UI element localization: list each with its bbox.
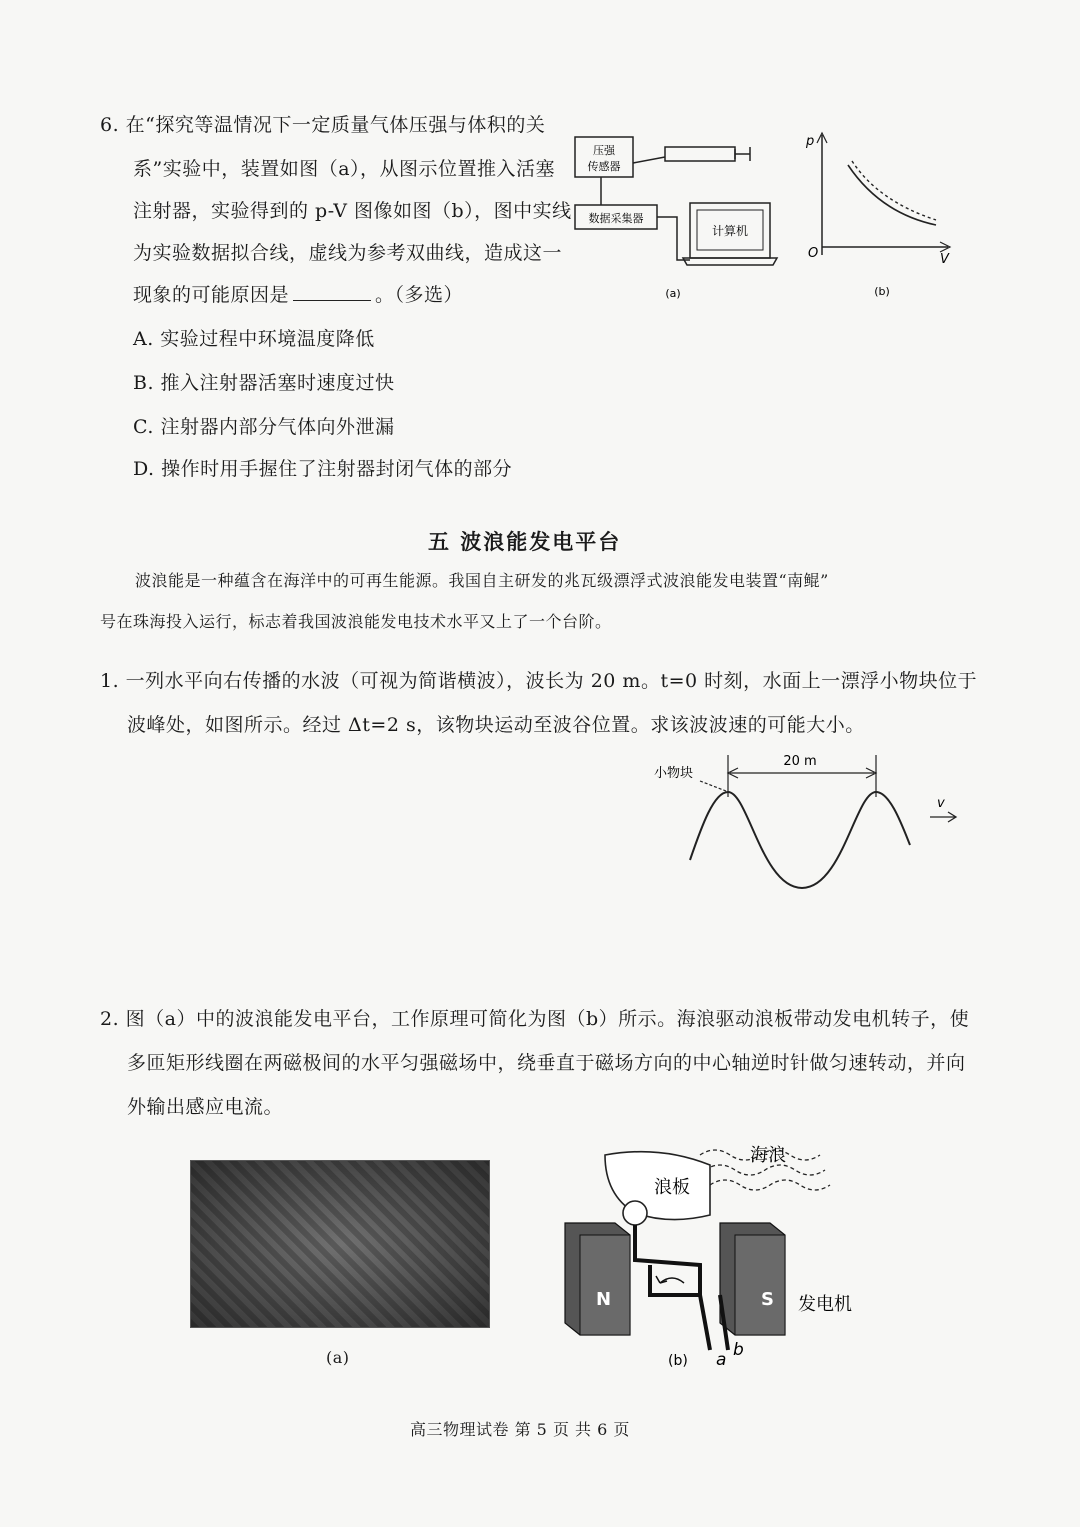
fig-b-caption: (b)	[668, 1353, 688, 1369]
q2-fig-a-caption: (a)	[326, 1348, 350, 1367]
wire-2	[657, 217, 690, 260]
n-pole-label: N	[596, 1289, 612, 1310]
terminal-b-label: b	[733, 1340, 744, 1360]
wavelength-label: 20 m	[783, 754, 817, 769]
section-intro-line1: 波浪能是一种蕴含在海洋中的可再生能源。我国自主研发的兆瓦级漂浮式波浪能发电装置“南鲲”	[135, 571, 829, 590]
q6-line1: 6. 在“探究等温情况下一定质量气体压强与体积的关	[100, 114, 546, 136]
q1-line1: 1. 一列水平向右传播的水波（可视为简谐横波），波长为 20 m。t=0 时刻，水面上一漂浮小物块位于	[100, 670, 978, 692]
magnet-n-face	[580, 1235, 630, 1335]
sine-wave	[690, 792, 910, 888]
reference-curve	[852, 161, 936, 220]
q6-option-d: D. 操作时用手握住了注射器封闭气体的部分	[133, 458, 513, 480]
s-pole-label: S	[761, 1289, 774, 1310]
q6-option-c: C. 注射器内部分气体向外泄漏	[133, 416, 395, 438]
apparatus-figure	[565, 125, 795, 310]
generator-figure	[560, 1135, 880, 1375]
q2-line1: 2. 图（a）中的波浪能发电平台，工作原理可简化为图（b）所示。海浪驱动浪板带动发电机转子，使	[100, 1008, 970, 1030]
answer-blank[interactable]	[293, 286, 371, 301]
velocity-arrow	[930, 812, 956, 822]
fit-curve	[848, 165, 936, 225]
pv-graph-figure	[800, 125, 970, 310]
velocity-label: v	[937, 796, 945, 811]
q6-line5	[133, 286, 463, 305]
magnet-s-face	[735, 1235, 785, 1335]
v-label: V	[940, 252, 949, 267]
page-footer: 高三物理试卷 第 5 页 共 6 页	[410, 1420, 630, 1439]
q6-option-b: B. 推入注射器活塞时速度过快	[133, 372, 395, 394]
rotor-axle	[623, 1201, 647, 1225]
block-label: 小物块	[654, 766, 694, 781]
q6-line2: 系”实验中，装置如图（a），从图示位置推入活塞	[133, 158, 556, 180]
section-title: 五 波浪能发电平台	[428, 529, 622, 554]
platform-photo	[190, 1160, 490, 1328]
tube	[633, 157, 665, 163]
computer-label: 计算机	[711, 224, 749, 238]
section-intro-line2: 号在珠海投入运行，标志着我国波浪能发电技术水平又上了一个台阶。	[100, 612, 612, 631]
q6-line5-pre: 现象的可能原因是	[133, 284, 290, 306]
sensor-label-2: 传感器	[587, 160, 621, 173]
q2-line2: 多匝矩形线圈在两磁极间的水平匀强磁场中，绕垂直于磁场方向的中心轴逆时针做匀速转动，并向	[127, 1052, 966, 1074]
generator-label: 发电机	[798, 1294, 852, 1315]
sea-wave-3	[710, 1180, 830, 1190]
sensor-label-1: 压强	[593, 144, 615, 157]
q6-line5-post: 。（多选）	[375, 284, 464, 306]
collector-label: 数据采集器	[588, 212, 644, 225]
fig-b-caption: (b)	[874, 285, 890, 298]
computer-base	[683, 258, 777, 265]
coil	[635, 1225, 700, 1295]
q6-line4: 为实验数据拟合线，虚线为参考双曲线，造成这一	[133, 242, 563, 264]
q1-line2: 波峰处，如图所示。经过 Δt=2 s，该物块运动至波谷位置。求该波波速的可能大小。	[127, 714, 865, 736]
terminal-a-label: a	[716, 1350, 727, 1370]
sea-wave-2	[705, 1165, 825, 1175]
block-pointer	[700, 781, 726, 791]
q6-line3: 注射器，实验得到的 p-V 图像如图（b），图中实线	[133, 200, 572, 222]
wave-figure	[650, 745, 965, 900]
plate-label: 浪板	[654, 1177, 690, 1198]
syringe-icon	[665, 147, 735, 161]
q6-option-a: A. 实验过程中环境温度降低	[133, 328, 375, 350]
p-label: p	[806, 134, 815, 149]
sea-wave-label: 海浪	[750, 1145, 786, 1166]
q2-line3: 外输出感应电流。	[127, 1096, 284, 1118]
fig-a-caption: (a)	[665, 287, 681, 300]
plunger	[735, 147, 750, 161]
origin-label: O	[808, 246, 819, 261]
